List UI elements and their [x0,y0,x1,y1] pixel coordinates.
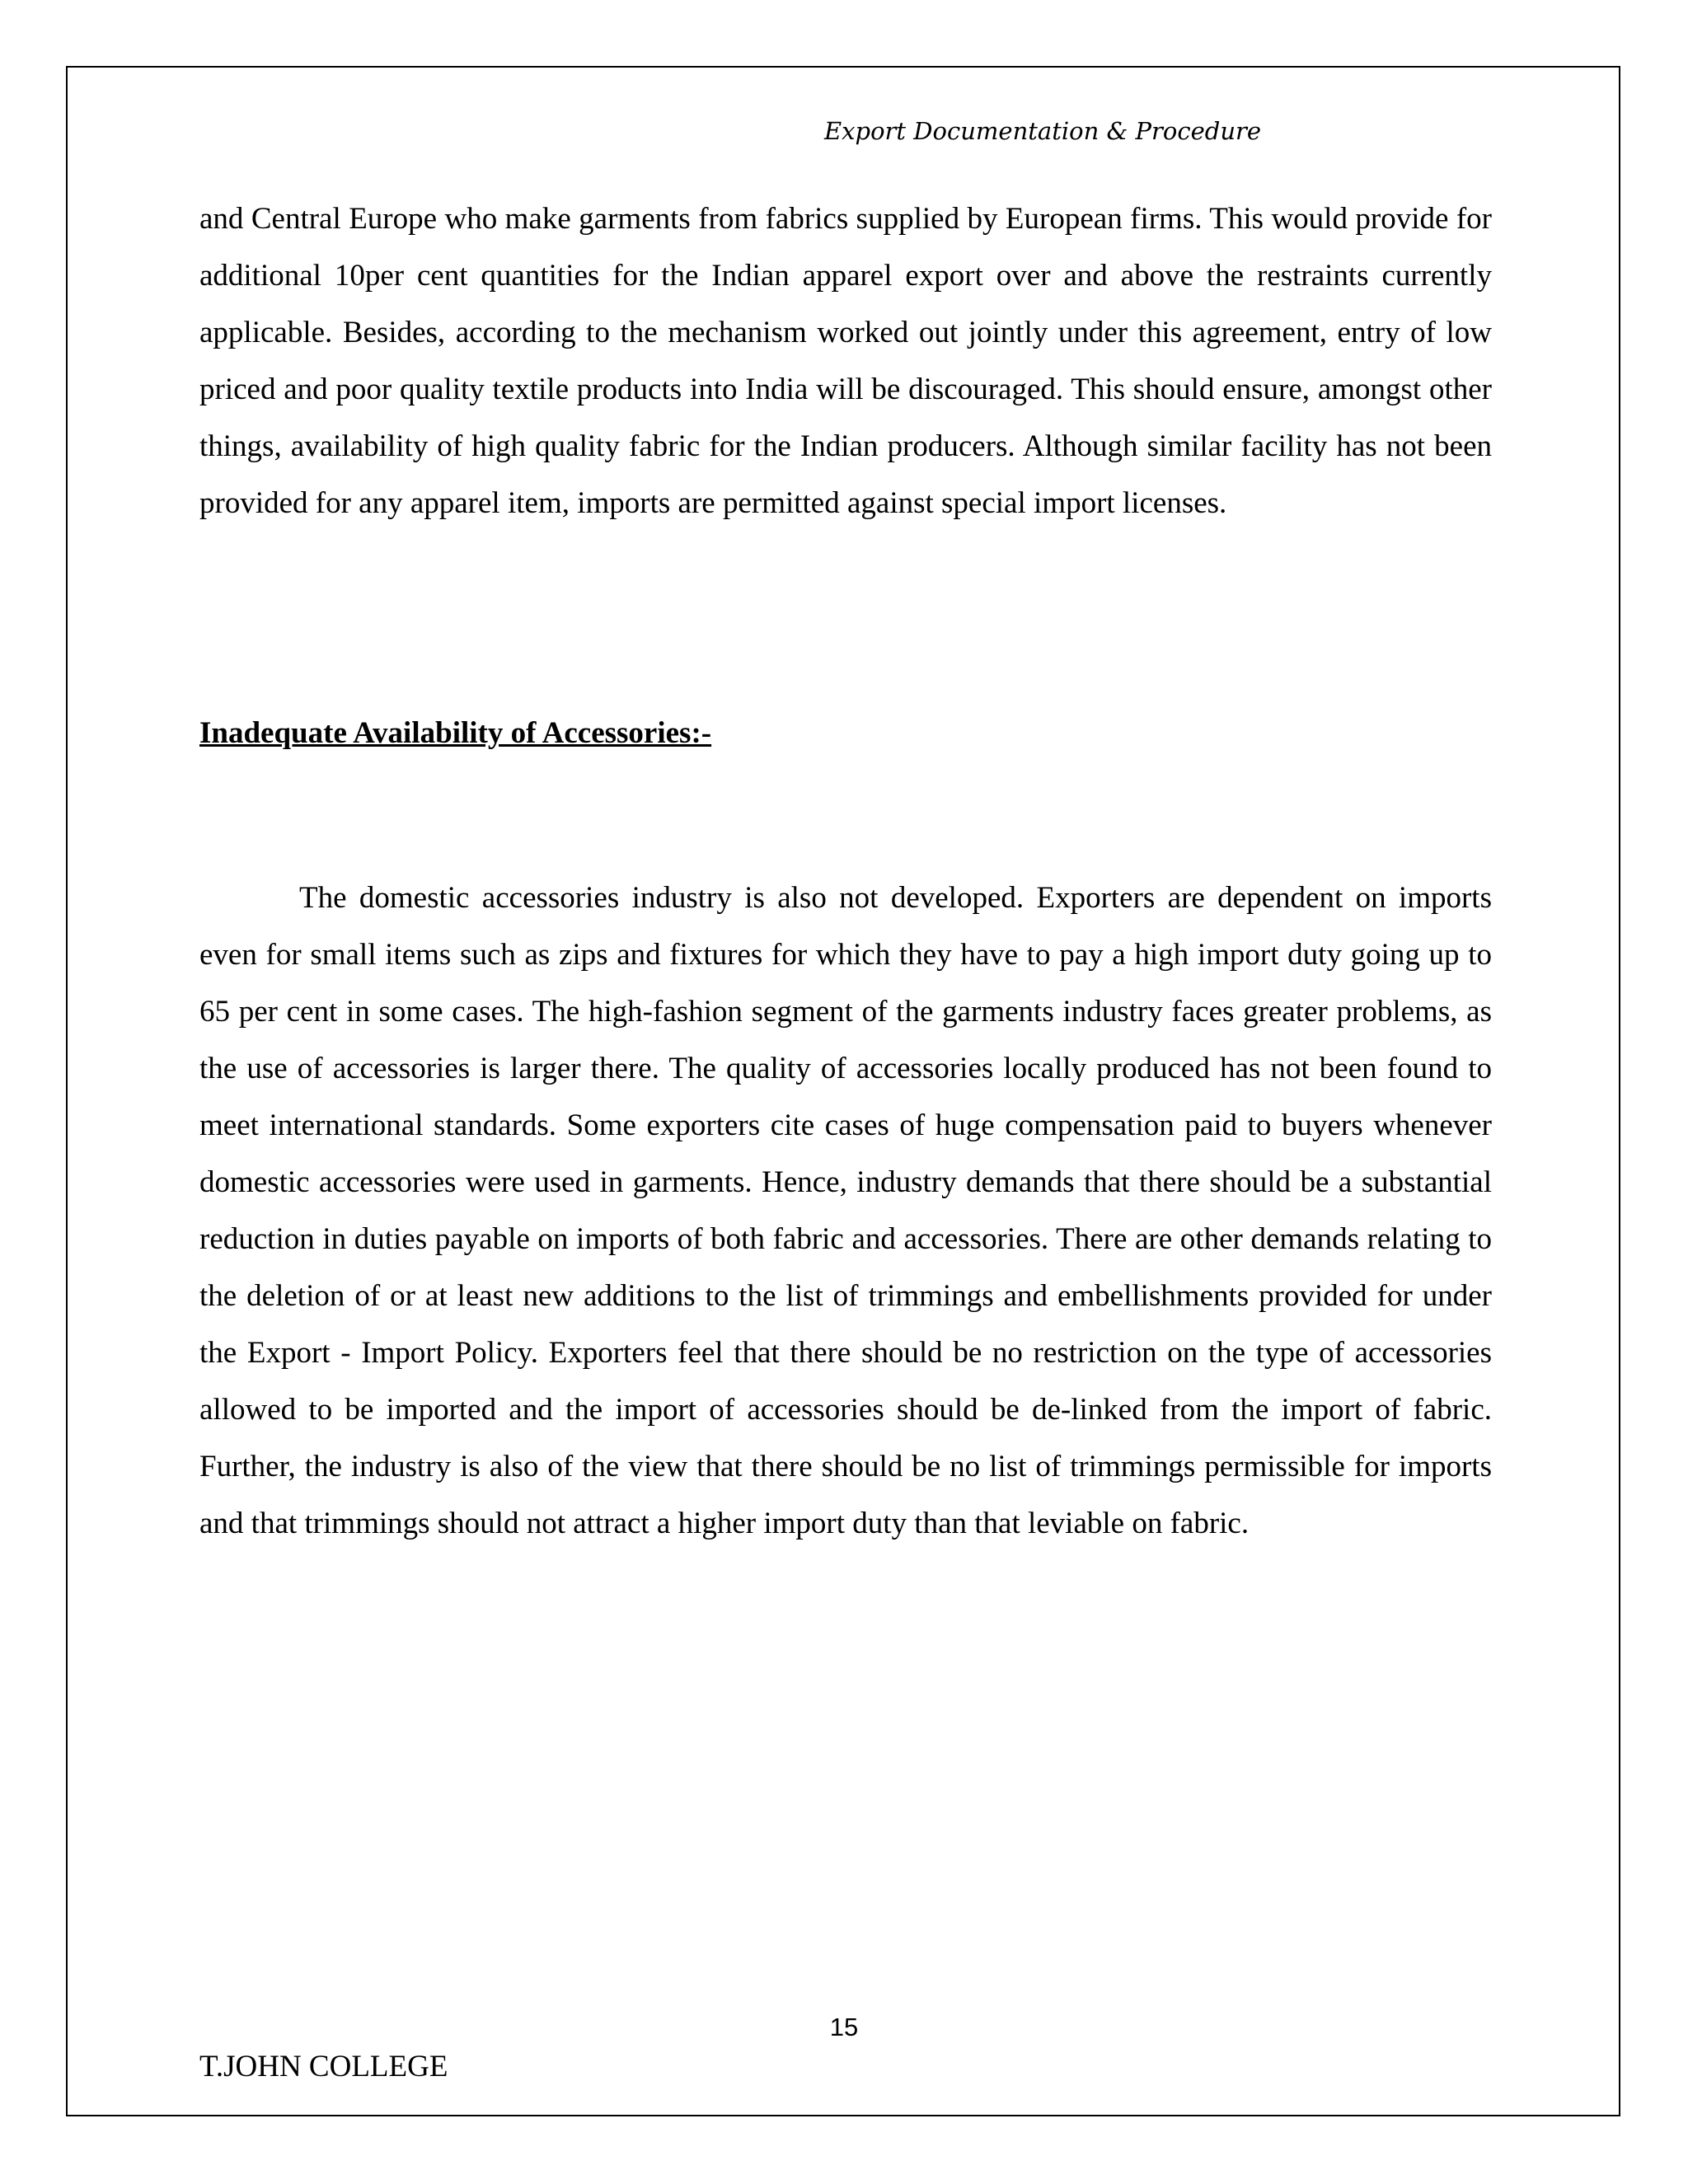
body-paragraph-1: and Central Europe who make garments from fabrics supplied by European firms. This would provide for additional 10per cent quantities for the Indian apparel export over and above the restraints currently applicable. Besides, according to the mechanism worked out jointly under this agreement, entry of low priced and poor quality textile products into India will be discouraged. This should ensure, amongst other things, availability of high quality fabric for the Indian producers. Although similar facility has not been provided for any apparel item, imports are permitted against special import licenses. [199,202,1492,520]
body-paragraph-2: The domestic accessories industry is also not developed. Exporters are dependent on imports even for small items such as zips and fixtures for which they have to pay a high import duty going up to 65 per cent in some cases. The high-fashion segment of the garments industry faces greater problems, as the use of accessories is larger there. The quality of accessories locally produced has not been found to meet international standards. Some exporters cite cases of huge compensation paid to buyers whenever domestic accessories were used in garments. Hence, industry demands that there should be a substantial reduction in duties payable on imports of both fabric and accessories. There are other demands relating to the deletion of or at least new additions to the list of trimmings and embellishments provided for under the Export - Import Policy. Exporters feel that there should be no restriction on the type of accessories allowed to be imported and the import of accessories should be de-linked from the import of fabric. Further, the industry is also of the view that there should be no list of trimmings permissible for imports and that trimmings should not attract a higher import duty than that leviable on fabric. [199,881,1492,1540]
page-number: 15 [829,2013,859,2041]
section-heading: Inadequate Availability of Accessories:- [199,716,712,750]
footer-college-name: T.JOHN COLLEGE [199,2050,448,2083]
running-header: Export Documentation & Procedure [824,117,1262,145]
